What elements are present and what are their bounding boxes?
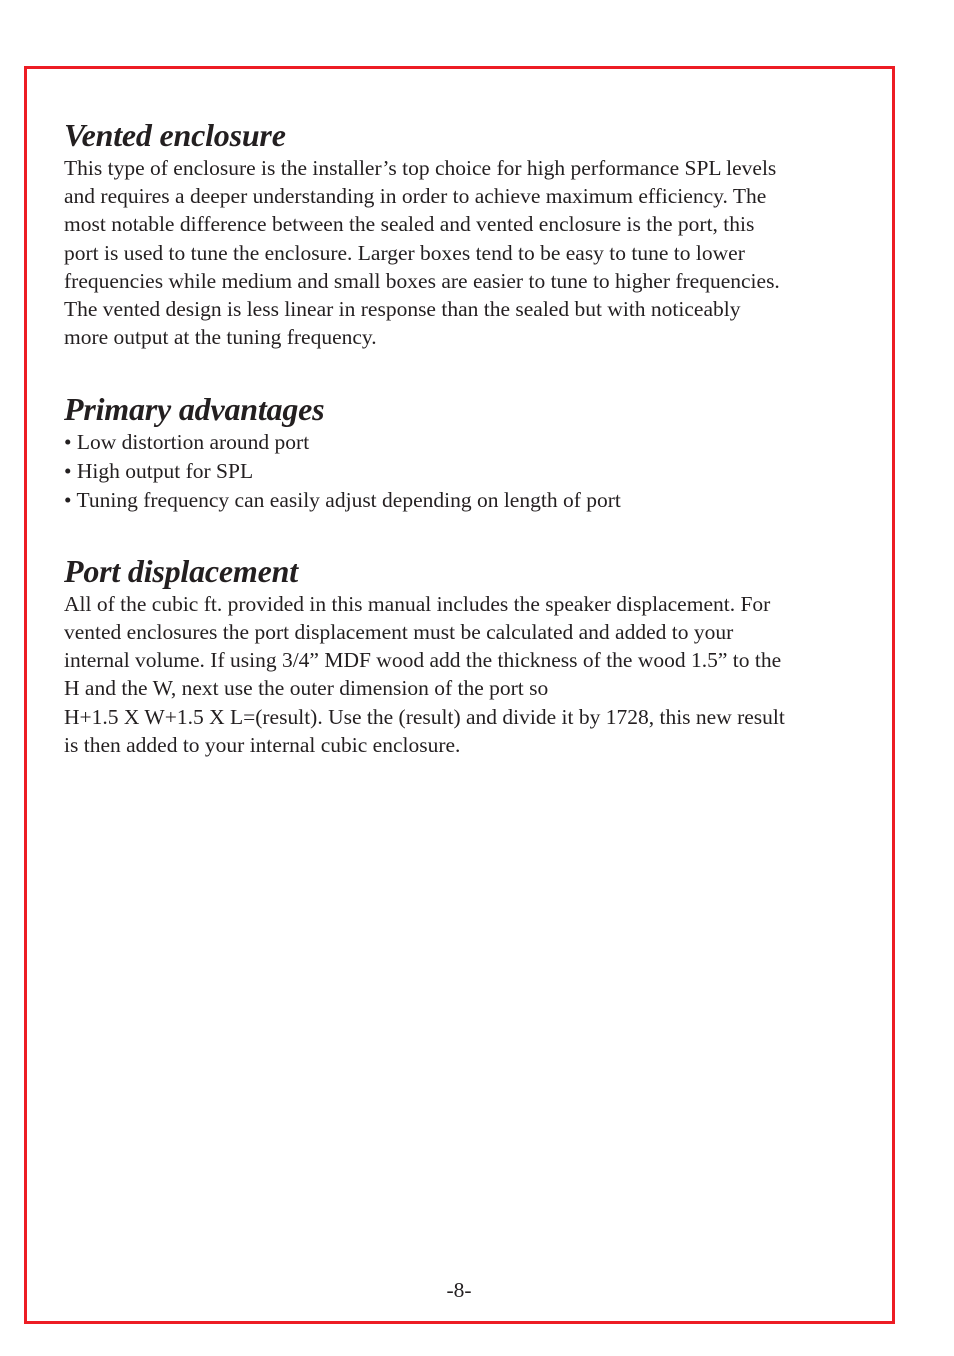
heading-vented-enclosure: Vented enclosure [64,117,286,153]
advantages-list [64,428,864,514]
advantage-item: • High output for SPL [64,459,254,484]
heading-primary-advantages: Primary advantages [64,391,325,428]
advantage-item: • Tuning frequency can easily adjust depending on length of port [64,488,621,513]
page-content [64,116,864,759]
page-number: -8- [446,1278,472,1302]
heading-port-displacement: Port displacement [64,552,298,589]
section-primary-advantages [64,390,864,514]
paragraph-vented-enclosure: This type of enclosure is the installer’s top choice for high performance SPL levels and requires a deeper understanding in order to achieve maximum efficiency. The most notable difference between the sealed and vented enclosure is the port, this port is used to tune the enclosure. Larger boxes tend to be easy to tune to lower frequencies while medium and small boxes are easier to tune to higher frequencies. The vented design is less linear in response than the sealed but with noticeably more output at the tuning frequency. [64,156,780,350]
section-vented-enclosure [64,116,864,351]
paragraph-port-displacement: All of the cubic ft. provided in this manual includes the speaker displacement. For vented enclosures the port displacement must be calculated and added to your internal volume. If using 3/4” MDF wood add the thickness of the wood 1.5” to the H and the W, next use the outer dimension of the port so H+1.5 X W+1.5 X L=(result). Use the (result) and divide it by 1728, this new result is then added to your internal cubic enclosure. [64,591,785,757]
section-port-displacement [64,552,864,759]
advantage-item: • Low distortion around port [64,430,310,455]
